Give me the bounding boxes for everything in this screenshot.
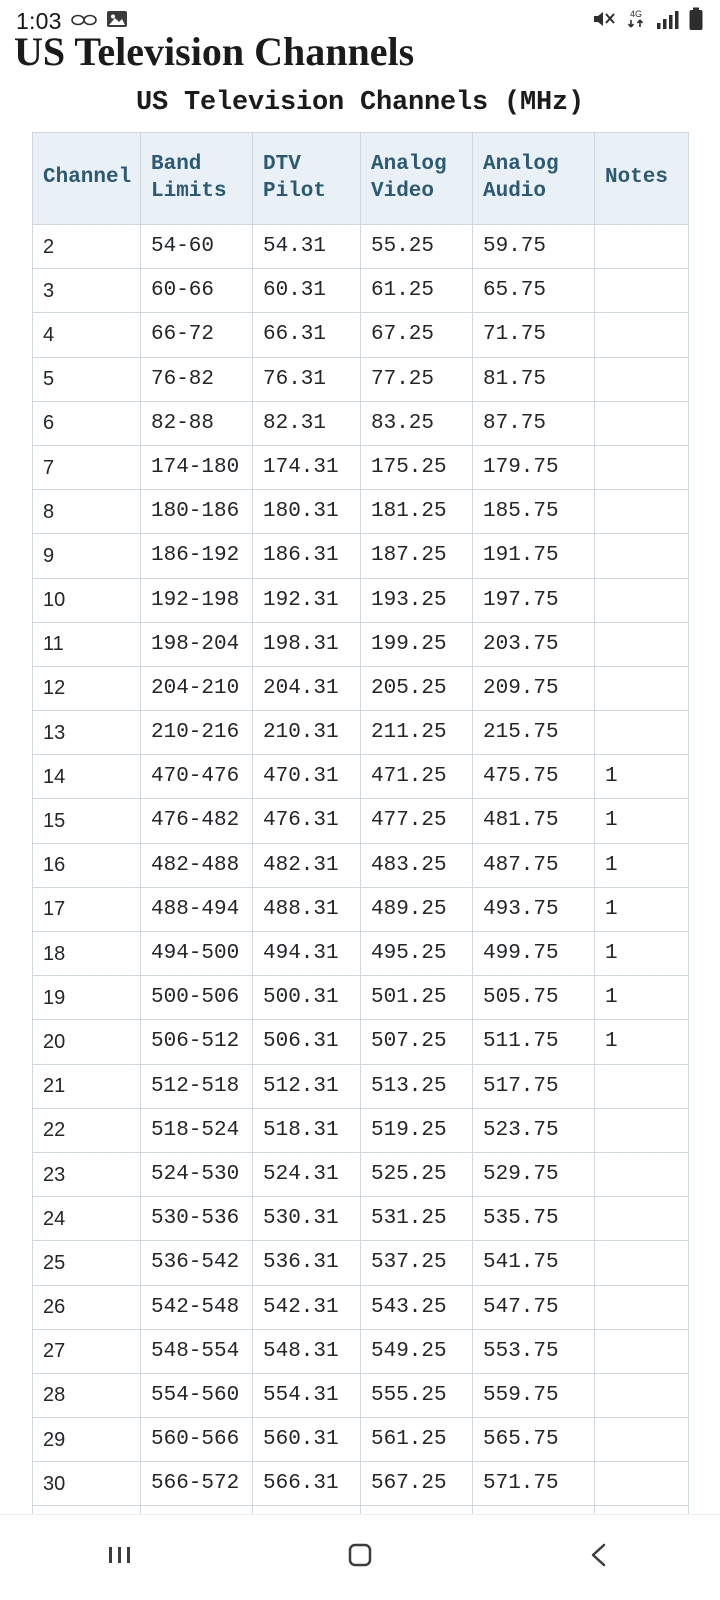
cell-notes: 1 — [595, 1020, 689, 1064]
cell-notes — [595, 578, 689, 622]
table-caption: US Television Channels (MHz) — [135, 88, 585, 118]
cell-notes — [595, 1462, 689, 1506]
column-header-band-limits: Band Limits — [141, 133, 253, 225]
cell-notes — [595, 1373, 689, 1417]
cell-channel: 14 — [33, 755, 141, 799]
cell-analog-video: 507.25 — [361, 1020, 473, 1064]
cell-band-limits: 530-536 — [141, 1197, 253, 1241]
cell-analog-audio: 547.75 — [473, 1285, 595, 1329]
cell-dtv-pilot: 82.31 — [253, 401, 361, 445]
recents-icon — [103, 1540, 137, 1575]
cell-notes: 1 — [595, 932, 689, 976]
cell-channel: 13 — [33, 711, 141, 755]
cell-dtv-pilot: 60.31 — [253, 269, 361, 313]
cell-band-limits: 60-66 — [141, 269, 253, 313]
page-title: US Television Channels — [14, 29, 415, 74]
cell-analog-audio: 209.75 — [473, 666, 595, 710]
back-icon — [583, 1538, 617, 1577]
cell-notes — [595, 445, 689, 489]
cell-analog-audio: 203.75 — [473, 622, 595, 666]
cell-dtv-pilot: 548.31 — [253, 1329, 361, 1373]
cell-analog-video: 525.25 — [361, 1152, 473, 1196]
cell-analog-video: 477.25 — [361, 799, 473, 843]
system-navigation-bar — [0, 1514, 720, 1600]
cell-dtv-pilot: 488.31 — [253, 887, 361, 931]
table-row — [33, 445, 689, 489]
cell-analog-video: 567.25 — [361, 1462, 473, 1506]
cell-band-limits: 500-506 — [141, 976, 253, 1020]
cell-band-limits: 76-82 — [141, 357, 253, 401]
table-row — [33, 622, 689, 666]
cell-dtv-pilot: 186.31 — [253, 534, 361, 578]
cell-dtv-pilot: 66.31 — [253, 313, 361, 357]
cell-band-limits: 482-488 — [141, 843, 253, 887]
cell-analog-video: 193.25 — [361, 578, 473, 622]
cell-dtv-pilot: 54.31 — [253, 225, 361, 269]
cell-dtv-pilot: 560.31 — [253, 1418, 361, 1462]
cell-notes — [595, 534, 689, 578]
cell-notes — [595, 490, 689, 534]
cell-dtv-pilot: 506.31 — [253, 1020, 361, 1064]
cell-analog-video: 543.25 — [361, 1285, 473, 1329]
cell-analog-audio: 571.75 — [473, 1462, 595, 1506]
column-header-analog-video: Analog Video — [361, 133, 473, 225]
cell-channel: 4 — [33, 313, 141, 357]
cell-analog-video: 471.25 — [361, 755, 473, 799]
cell-analog-video: 187.25 — [361, 534, 473, 578]
table-container — [0, 132, 720, 1595]
table-header — [33, 133, 689, 225]
back-button[interactable] — [540, 1528, 660, 1588]
table-header-row — [33, 133, 689, 225]
cell-notes — [595, 1418, 689, 1462]
cell-notes — [595, 357, 689, 401]
cell-notes — [595, 269, 689, 313]
table-row — [33, 1108, 689, 1152]
table-row — [33, 1462, 689, 1506]
cell-analog-audio: 59.75 — [473, 225, 595, 269]
table-row — [33, 799, 689, 843]
column-header-channel: Channel — [33, 133, 141, 225]
cell-notes — [595, 1285, 689, 1329]
cell-notes: 1 — [595, 799, 689, 843]
cell-notes: 1 — [595, 843, 689, 887]
document-viewport[interactable] — [0, 29, 720, 1508]
column-header-analog-audio: Analog Audio — [473, 133, 595, 225]
cell-analog-audio: 541.75 — [473, 1241, 595, 1285]
cell-channel: 19 — [33, 976, 141, 1020]
cell-analog-audio: 87.75 — [473, 401, 595, 445]
cell-dtv-pilot: 500.31 — [253, 976, 361, 1020]
cell-band-limits: 186-192 — [141, 534, 253, 578]
svg-text:4G: 4G — [629, 9, 643, 19]
cell-band-limits: 180-186 — [141, 490, 253, 534]
table-row — [33, 1418, 689, 1462]
cell-notes — [595, 711, 689, 755]
cell-analog-video: 55.25 — [361, 225, 473, 269]
cell-analog-audio: 215.75 — [473, 711, 595, 755]
cell-analog-video: 175.25 — [361, 445, 473, 489]
cell-band-limits: 506-512 — [141, 1020, 253, 1064]
table-row — [33, 357, 689, 401]
cell-channel: 5 — [33, 357, 141, 401]
cell-dtv-pilot: 494.31 — [253, 932, 361, 976]
table-row — [33, 269, 689, 313]
cell-channel: 22 — [33, 1108, 141, 1152]
table-row — [33, 666, 689, 710]
cell-analog-video: 519.25 — [361, 1108, 473, 1152]
cell-band-limits: 54-60 — [141, 225, 253, 269]
cell-analog-audio: 475.75 — [473, 755, 595, 799]
cell-band-limits: 210-216 — [141, 711, 253, 755]
cell-analog-audio: 197.75 — [473, 578, 595, 622]
cell-dtv-pilot: 566.31 — [253, 1462, 361, 1506]
cell-analog-video: 495.25 — [361, 932, 473, 976]
table-row — [33, 1329, 689, 1373]
cell-analog-video: 67.25 — [361, 313, 473, 357]
column-header-dtv-pilot: DTV Pilot — [253, 133, 361, 225]
cell-channel: 7 — [33, 445, 141, 489]
table-row — [33, 932, 689, 976]
cell-analog-video: 489.25 — [361, 887, 473, 931]
cell-analog-video: 531.25 — [361, 1197, 473, 1241]
cell-analog-audio: 191.75 — [473, 534, 595, 578]
cell-notes: 1 — [595, 887, 689, 931]
cell-analog-video: 205.25 — [361, 666, 473, 710]
cell-channel: 9 — [33, 534, 141, 578]
cell-dtv-pilot: 530.31 — [253, 1197, 361, 1241]
cell-band-limits: 566-572 — [141, 1462, 253, 1506]
table-row — [33, 225, 689, 269]
cell-notes — [595, 1064, 689, 1108]
cell-channel: 17 — [33, 887, 141, 931]
table-row — [33, 313, 689, 357]
table-row — [33, 1064, 689, 1108]
tv-channels-table — [32, 132, 689, 1595]
cell-dtv-pilot: 536.31 — [253, 1241, 361, 1285]
cell-analog-video: 181.25 — [361, 490, 473, 534]
cell-band-limits: 554-560 — [141, 1373, 253, 1417]
cell-channel: 10 — [33, 578, 141, 622]
cell-notes — [595, 622, 689, 666]
cell-analog-video: 77.25 — [361, 357, 473, 401]
table-row — [33, 1285, 689, 1329]
cell-analog-audio: 535.75 — [473, 1197, 595, 1241]
cell-channel: 8 — [33, 490, 141, 534]
cell-band-limits: 542-548 — [141, 1285, 253, 1329]
cell-dtv-pilot: 542.31 — [253, 1285, 361, 1329]
home-icon — [343, 1538, 377, 1577]
cell-dtv-pilot: 482.31 — [253, 843, 361, 887]
cell-band-limits: 198-204 — [141, 622, 253, 666]
cell-analog-video: 199.25 — [361, 622, 473, 666]
cell-channel: 27 — [33, 1329, 141, 1373]
cell-band-limits: 82-88 — [141, 401, 253, 445]
table-row — [33, 578, 689, 622]
cell-analog-video: 555.25 — [361, 1373, 473, 1417]
cell-dtv-pilot: 76.31 — [253, 357, 361, 401]
cell-band-limits: 174-180 — [141, 445, 253, 489]
status-clock: 1:03 — [16, 7, 62, 34]
cell-band-limits: 518-524 — [141, 1108, 253, 1152]
cell-band-limits: 512-518 — [141, 1064, 253, 1108]
cell-band-limits: 204-210 — [141, 666, 253, 710]
cell-channel: 29 — [33, 1418, 141, 1462]
cell-channel: 28 — [33, 1373, 141, 1417]
cell-analog-audio: 511.75 — [473, 1020, 595, 1064]
cell-dtv-pilot: 470.31 — [253, 755, 361, 799]
table-row — [33, 1152, 689, 1196]
cell-notes — [595, 1329, 689, 1373]
cell-channel: 15 — [33, 799, 141, 843]
cell-dtv-pilot: 210.31 — [253, 711, 361, 755]
cell-analog-video: 561.25 — [361, 1418, 473, 1462]
cell-analog-audio: 505.75 — [473, 976, 595, 1020]
home-button[interactable] — [300, 1528, 420, 1588]
cell-dtv-pilot: 554.31 — [253, 1373, 361, 1417]
table-row — [33, 1020, 689, 1064]
table-row — [33, 1241, 689, 1285]
cell-band-limits: 548-554 — [141, 1329, 253, 1373]
cell-dtv-pilot: 524.31 — [253, 1152, 361, 1196]
cell-analog-audio: 487.75 — [473, 843, 595, 887]
cell-analog-video: 501.25 — [361, 976, 473, 1020]
cell-notes — [595, 1108, 689, 1152]
cell-dtv-pilot: 174.31 — [253, 445, 361, 489]
cell-analog-audio: 565.75 — [473, 1418, 595, 1462]
cell-band-limits: 488-494 — [141, 887, 253, 931]
cell-analog-audio: 65.75 — [473, 269, 595, 313]
cell-notes — [595, 1197, 689, 1241]
cell-channel: 6 — [33, 401, 141, 445]
cell-channel: 26 — [33, 1285, 141, 1329]
cell-analog-audio: 81.75 — [473, 357, 595, 401]
cell-band-limits: 470-476 — [141, 755, 253, 799]
cell-channel: 23 — [33, 1152, 141, 1196]
table-row — [33, 490, 689, 534]
cell-band-limits: 192-198 — [141, 578, 253, 622]
cell-dtv-pilot: 476.31 — [253, 799, 361, 843]
cell-analog-audio: 71.75 — [473, 313, 595, 357]
cell-notes — [595, 1152, 689, 1196]
cell-channel: 25 — [33, 1241, 141, 1285]
cell-analog-audio: 481.75 — [473, 799, 595, 843]
cell-band-limits: 536-542 — [141, 1241, 253, 1285]
cell-dtv-pilot: 198.31 — [253, 622, 361, 666]
table-row — [33, 1197, 689, 1241]
table-row — [33, 843, 689, 887]
cell-band-limits: 494-500 — [141, 932, 253, 976]
cell-notes: 1 — [595, 755, 689, 799]
cell-analog-video: 513.25 — [361, 1064, 473, 1108]
cell-analog-audio: 493.75 — [473, 887, 595, 931]
cell-notes — [595, 225, 689, 269]
cell-analog-audio: 559.75 — [473, 1373, 595, 1417]
table-row — [33, 534, 689, 578]
cell-band-limits: 476-482 — [141, 799, 253, 843]
cell-band-limits: 66-72 — [141, 313, 253, 357]
table-row — [33, 401, 689, 445]
cell-dtv-pilot: 518.31 — [253, 1108, 361, 1152]
column-header-notes: Notes — [595, 133, 689, 225]
cell-channel: 2 — [33, 225, 141, 269]
cell-channel: 20 — [33, 1020, 141, 1064]
table-row — [33, 711, 689, 755]
cell-channel: 11 — [33, 622, 141, 666]
cell-analog-video: 483.25 — [361, 843, 473, 887]
cell-channel: 24 — [33, 1197, 141, 1241]
cell-channel: 16 — [33, 843, 141, 887]
table-row — [33, 1373, 689, 1417]
cell-channel: 12 — [33, 666, 141, 710]
cell-notes — [595, 313, 689, 357]
cell-dtv-pilot: 512.31 — [253, 1064, 361, 1108]
cell-channel: 21 — [33, 1064, 141, 1108]
cell-notes — [595, 401, 689, 445]
cell-channel: 3 — [33, 269, 141, 313]
cell-channel: 18 — [33, 932, 141, 976]
cell-analog-video: 549.25 — [361, 1329, 473, 1373]
table-body — [33, 225, 689, 1595]
cell-analog-video: 83.25 — [361, 401, 473, 445]
cell-notes — [595, 666, 689, 710]
cell-dtv-pilot: 180.31 — [253, 490, 361, 534]
cell-analog-audio: 517.75 — [473, 1064, 595, 1108]
cell-analog-video: 61.25 — [361, 269, 473, 313]
cell-analog-video: 537.25 — [361, 1241, 473, 1285]
table-row — [33, 976, 689, 1020]
document-content — [0, 29, 720, 1595]
cell-dtv-pilot: 192.31 — [253, 578, 361, 622]
cell-channel: 30 — [33, 1462, 141, 1506]
cell-analog-audio: 179.75 — [473, 445, 595, 489]
cell-notes — [595, 1241, 689, 1285]
cell-analog-audio: 529.75 — [473, 1152, 595, 1196]
table-row — [33, 755, 689, 799]
cell-analog-audio: 523.75 — [473, 1108, 595, 1152]
cell-analog-video: 211.25 — [361, 711, 473, 755]
cell-band-limits: 524-530 — [141, 1152, 253, 1196]
cell-analog-audio: 185.75 — [473, 490, 595, 534]
cell-analog-audio: 553.75 — [473, 1329, 595, 1373]
cell-notes: 1 — [595, 976, 689, 1020]
cell-dtv-pilot: 204.31 — [253, 666, 361, 710]
recents-button[interactable] — [60, 1528, 180, 1588]
cell-band-limits: 560-566 — [141, 1418, 253, 1462]
cell-analog-audio: 499.75 — [473, 932, 595, 976]
table-row — [33, 887, 689, 931]
